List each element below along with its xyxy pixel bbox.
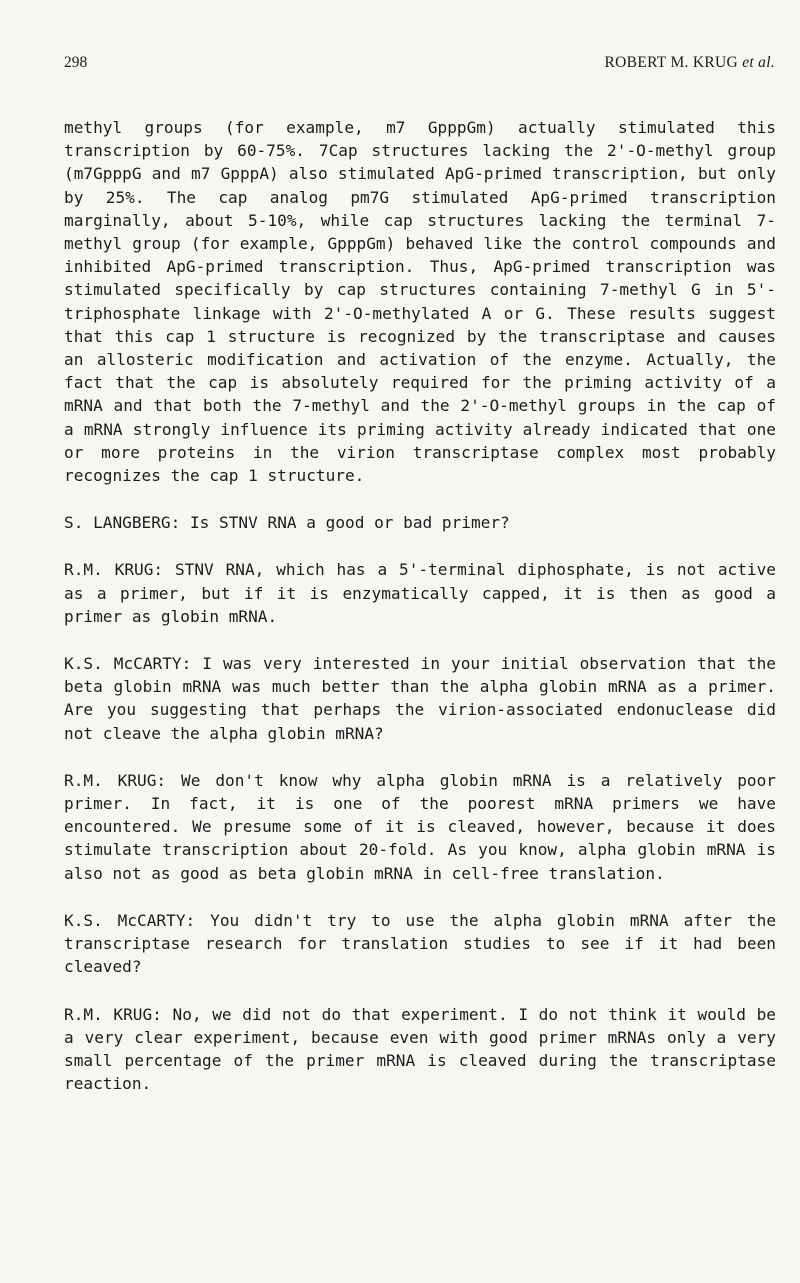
running-head-suffix: et al. (742, 54, 775, 71)
speaker-name: R.M. KRUG: (64, 560, 164, 580)
paragraph-text: I was very interested in your initial observation that the beta globin mRNA was much better than the alpha globin mRNA as a primer. Are you suggesting that perhaps the virion-associated endonuclease did not cleave the alpha globin mRNA? (64, 654, 776, 743)
paragraph-question-mccarty-2 (64, 909, 776, 979)
running-head-author: ROBERT M. KRUG (604, 54, 739, 71)
paragraph-question-mccarty-1 (64, 652, 776, 745)
paragraph-text: No, we did not do that experiment. I do not think it would be a very clear experiment, because even with good primer mRNAs only a very small percentage of the primer mRNA is cleaved during the transcriptase reaction. (64, 1004, 776, 1094)
speaker-name: R.M. KRUG: (64, 1004, 162, 1024)
speaker-name: K.S. McCARTY: (64, 654, 192, 674)
paragraph-text: We don't know why alpha globin mRNA is a relatively poor primer. In fact, it is one of the poorest mRNA primers we have encountered. We presume some of it is cleaved, however, because it does stimulate transcription about 20-fold. As you know, alpha globin mRNA is also not as good as beta globin mRNA in cell-free translation. (64, 770, 776, 883)
page-body (64, 116, 775, 1095)
speaker-name: K.S. McCARTY: (64, 910, 196, 930)
paragraph-text: You didn't try to use the alpha globin mRNA after the transcriptase research for translation studies to see if it had been cleaved? (64, 910, 777, 977)
paragraph-answer-krug-1 (64, 558, 776, 628)
page-header (64, 50, 775, 90)
paragraph-answer-krug-2 (64, 769, 776, 885)
paragraph-answer-krug-3 (64, 1003, 776, 1096)
paragraph-text: STNV RNA, which has a 5'-terminal diphosphate, is not active as a primer, but if it is enzymatically capped, it is then as good a primer as globin mRNA. (64, 560, 776, 626)
paragraph-text: methyl groups (for example, m7 GpppGm) actually stimulated this transcription by 60-75%. 7Cap structures lacking the 2'-O-methyl group (m7GpppG and m7 GpppA) also stimulated ApG-primed transcription, but only by 25%. The cap analog pm7G stimulated ApG-primed transcription marginally, about 5-10%, while cap structures lacking the terminal 7-methyl group (for example, GpppGm) behaved like the control compounds and inhibited ApG-primed transcription. Thus, ApG-primed transcription was stimulated specifically by cap structures containing 7-methyl G in 5'-triphosphate linkage with 2'-O-methylated A or G. These results suggest that this cap 1 structure is recognized by the transcriptase and causes an allosteric modification and activation of the enzyme. Actually, the fact that the cap is absolutely required for the priming activity of a mRNA and that both the 7-methyl and the 2'-O-methyl groups in the cap of a mRNA strongly influence its priming activity already indicated that one or more proteins in the virion transcriptase complex most probably recognizes the cap 1 structure. (64, 118, 776, 486)
paragraph-text: Is STNV RNA a good or bad primer? (189, 513, 510, 533)
paragraph-question-langberg (64, 511, 776, 534)
paragraph-continuation (64, 116, 776, 487)
speaker-name: R.M. KRUG: (64, 770, 167, 790)
speaker-name: S. LANGBERG: (64, 513, 181, 533)
running-head (605, 54, 775, 72)
page-number: 298 (64, 54, 88, 71)
